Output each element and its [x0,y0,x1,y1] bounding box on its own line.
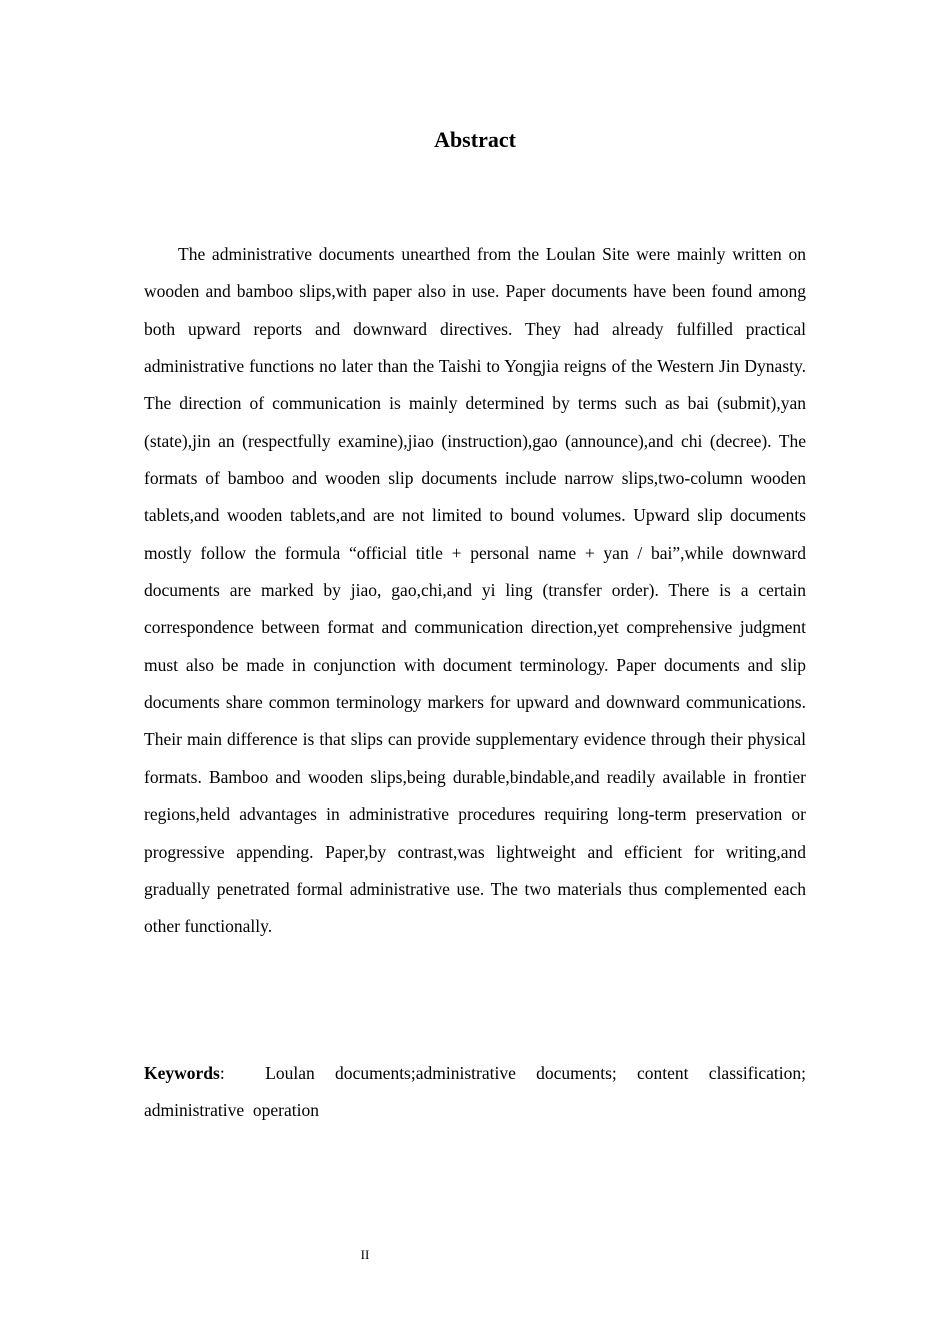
abstract-body: The administrative documents unearthed from the Loulan Site were mainly written on wooden and bamboo slips,with paper also in use. Paper documents have been found among both upward reports and downward directives. They had already fulfilled practical administrative functions no later than the Taishi to Yongjia reigns of the Western Jin Dynasty. The direction of communication is mainly determined by terms such as bai (submit),yan (state),jin an (respectfully examine),jiao (instruction),gao (announce),and chi (decree). The formats of bamboo and wooden slip documents include narrow slips,two-column wooden tablets,and wooden tablets,and are not limited to bound volumes. Upward slip documents mostly follow the formula “official title + personal name + yan / bai”,while downward documents are marked by jiao, gao,chi,and yi ling (transfer order). There is a certain correspondence between format and communication direction,yet comprehensive judgment must also be made in conjunction with document terminology. Paper documents and slip documents share common terminology markers for upward and downward communications. Their main difference is that slips can provide supplementary evidence through their physical formats. Bamboo and wooden slips,being durable,bindable,and readily available in frontier regions,held advantages in administrative procedures requiring long-term preservation or progressive appending. Paper,by contrast,was lightweight and efficient for writing,and gradually penetrated formal administrative use. The two materials thus complemented each other functionally. [144,244,806,937]
abstract-title: Abstract [434,127,516,152]
keywords-paragraph [144,1055,811,1130]
keywords-label: Keywords [144,1063,220,1083]
keywords-separator: : [219,1063,225,1083]
page-number: II [360,1247,370,1262]
keywords-text: Loulan documents;administrative documents; content classification; administrative operation [144,1063,811,1121]
